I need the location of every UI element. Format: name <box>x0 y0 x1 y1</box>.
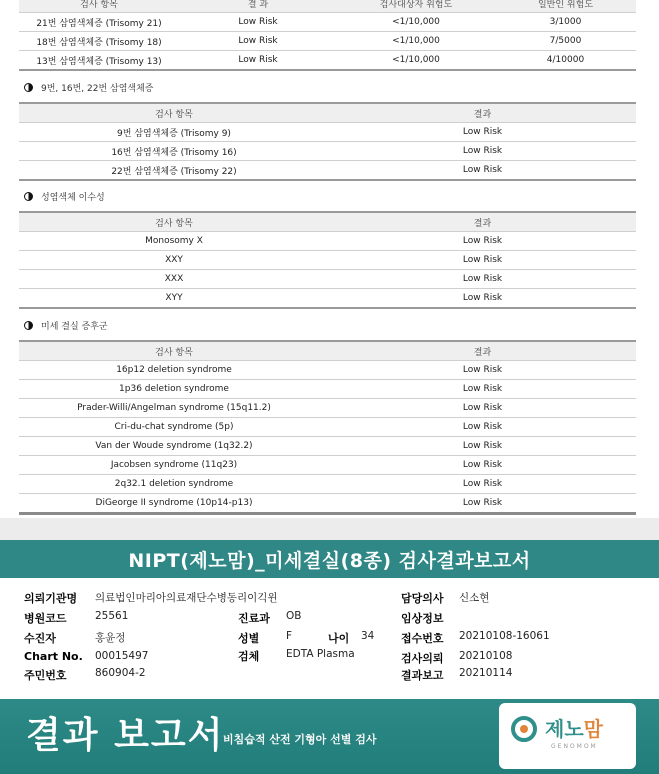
age-label: 나이 <box>328 632 350 645</box>
footer-title: 결과 보고서 <box>26 715 225 756</box>
age-value: 34 <box>361 630 375 642</box>
table-header: 검사 항목 <box>19 212 329 232</box>
table-row <box>19 475 636 494</box>
examinee-label: 수진자 <box>24 632 56 645</box>
section-heading-trisomy-9-16-22 <box>24 81 154 94</box>
table-row <box>19 32 636 51</box>
table-header-row <box>19 212 636 232</box>
trisomy-9-16-22-table <box>19 102 636 181</box>
table-row <box>19 13 636 32</box>
table-row <box>19 494 636 514</box>
table-header-row <box>19 0 636 13</box>
institution-value: 의료법인마리아의료재단수병동리이긱윈 <box>95 592 278 604</box>
hospital-code-label: 병원코드 <box>24 612 67 625</box>
id-number-value: 860904-2 <box>95 667 146 679</box>
chart-no-label: Chart No. <box>24 650 83 663</box>
report-date-label: 결과보고 <box>401 669 444 682</box>
sex-value: F <box>286 630 293 642</box>
receipt-label: 접수번호 <box>401 632 444 645</box>
footer-banner <box>0 699 659 774</box>
logo-brand-geno: 제노 <box>545 717 584 741</box>
table-cell: Low Risk <box>329 475 636 494</box>
table-cell: 18번 삼염색체증 (Trisomy 18) <box>19 32 179 51</box>
table-header-row <box>19 341 636 361</box>
table-cell: Low Risk <box>329 399 636 418</box>
logo-brand-text <box>545 713 603 742</box>
table-cell: XYY <box>19 289 329 309</box>
section-title: 성염색체 이수성 <box>41 193 105 203</box>
patient-info-block <box>0 578 659 698</box>
table-row <box>19 161 636 181</box>
table-row <box>19 361 636 380</box>
hospital-code-value: 25561 <box>95 610 129 622</box>
trisomy-main-table <box>19 0 636 71</box>
table-cell: 2q32.1 deletion syndrome <box>19 475 329 494</box>
request-date-label: 검사의뢰 <box>401 652 444 665</box>
genomom-emblem-icon <box>511 716 537 742</box>
table-cell: Low Risk <box>329 251 636 270</box>
table-cell: 4/10000 <box>495 51 636 71</box>
table-header: 결과 <box>329 103 636 123</box>
table-cell: 22번 삼염색체증 (Trisomy 22) <box>19 161 329 181</box>
table-row <box>19 380 636 399</box>
report-title-banner <box>0 540 659 578</box>
table-header: 결과 <box>329 341 636 361</box>
table-cell: Cri-du-chat syndrome (5p) <box>19 418 329 437</box>
table-cell: Low Risk <box>329 270 636 289</box>
table-cell: Low Risk <box>329 437 636 456</box>
genomom-logo <box>499 703 636 769</box>
table-row <box>19 51 636 71</box>
table-cell: Low Risk <box>329 289 636 309</box>
department-value: OB <box>286 610 302 622</box>
table-header: 검사 항목 <box>19 341 329 361</box>
table-cell: Low Risk <box>179 32 337 51</box>
logo-brand-mom: 맘 <box>583 717 603 741</box>
doctor-label: 담당의사 <box>401 592 444 605</box>
table-cell: 13번 삼염색체증 (Trisomy 13) <box>19 51 179 71</box>
logo-tagline: GENOMOM <box>551 743 598 750</box>
table-row <box>19 456 636 475</box>
chart-no-value: 00015497 <box>95 650 149 662</box>
table-cell: Low Risk <box>329 361 636 380</box>
table-cell: Prader-Willi/Angelman syndrome (15q11.2) <box>19 399 329 418</box>
page-separator <box>0 518 659 540</box>
report-title: NIPT(제노맘)_미세결실(8종) 검사결과보고서 <box>128 549 531 572</box>
request-date-value: 20210108 <box>459 650 513 662</box>
table-cell: 16번 삼염색체증 (Trisomy 16) <box>19 142 329 161</box>
table-cell: Low Risk <box>329 142 636 161</box>
table-row <box>19 437 636 456</box>
section-heading-sex-chromosome <box>24 190 105 203</box>
department-label: 진료과 <box>238 612 270 625</box>
table-cell: Low Risk <box>179 51 337 71</box>
table-header-row <box>19 103 636 123</box>
table-row <box>19 251 636 270</box>
half-circle-bullet-icon <box>24 192 33 201</box>
table-cell: Low Risk <box>329 456 636 475</box>
table-cell: Low Risk <box>329 161 636 181</box>
table-cell: Jacobsen syndrome (11q23) <box>19 456 329 475</box>
table-cell: Van der Woude syndrome (1q32.2) <box>19 437 329 456</box>
half-circle-bullet-icon <box>24 321 33 330</box>
table-cell: XXY <box>19 251 329 270</box>
table-header: 검사대상자 위험도 <box>337 0 495 13</box>
table-header: 검사 항목 <box>19 103 329 123</box>
footer-subtitle: 비침습적 산전 기형아 선별 검사 <box>223 733 377 746</box>
section-title: 미세 결실 증후군 <box>41 322 108 332</box>
table-cell: 7/5000 <box>495 32 636 51</box>
table-cell: <1/10,000 <box>337 51 495 71</box>
table-row <box>19 232 636 251</box>
receipt-value: 20210108-16061 <box>459 630 550 642</box>
table-cell: Low Risk <box>329 418 636 437</box>
table-cell: Low Risk <box>179 13 337 32</box>
microdeletion-table <box>19 340 636 515</box>
specimen-value: EDTA Plasma <box>286 648 355 660</box>
doctor-value: 신소현 <box>459 592 490 604</box>
table-cell: Low Risk <box>329 123 636 142</box>
table-cell: Monosomy X <box>19 232 329 251</box>
half-circle-bullet-icon <box>24 83 33 92</box>
table-cell: XXX <box>19 270 329 289</box>
table-cell: 21번 삼염색체증 (Trisomy 21) <box>19 13 179 32</box>
table-cell: 1p36 deletion syndrome <box>19 380 329 399</box>
table-cell: Low Risk <box>329 232 636 251</box>
table-row <box>19 270 636 289</box>
sex-label: 성별 <box>238 632 260 645</box>
table-cell: 3/1000 <box>495 13 636 32</box>
section-title: 9번, 16번, 22번 삼염색체증 <box>41 84 154 94</box>
table-header: 결과 <box>329 212 636 232</box>
report-date-value: 20210114 <box>459 667 513 679</box>
id-number-label: 주민번호 <box>24 669 67 682</box>
table-row <box>19 289 636 309</box>
table-cell: <1/10,000 <box>337 13 495 32</box>
table-row <box>19 418 636 437</box>
table-row <box>19 142 636 161</box>
clinical-info-label: 임상정보 <box>401 612 444 625</box>
specimen-label: 검체 <box>238 650 260 663</box>
table-row <box>19 123 636 142</box>
institution-label: 의뢰기관명 <box>24 592 78 605</box>
table-cell: DiGeorge II syndrome (10p14-p13) <box>19 494 329 514</box>
table-cell: <1/10,000 <box>337 32 495 51</box>
table-row <box>19 399 636 418</box>
sex-chromosome-table <box>19 211 636 309</box>
table-cell: Low Risk <box>329 494 636 514</box>
section-heading-microdeletion <box>24 319 108 332</box>
table-cell: 16p12 deletion syndrome <box>19 361 329 380</box>
table-header: 검사 항목 <box>19 0 179 13</box>
examinee-value: 홍윤정 <box>95 632 126 644</box>
table-cell: 9번 삼염색체증 (Trisomy 9) <box>19 123 329 142</box>
table-header: 일반인 위험도 <box>495 0 636 13</box>
table-cell: Low Risk <box>329 380 636 399</box>
table-header: 결 과 <box>179 0 337 13</box>
